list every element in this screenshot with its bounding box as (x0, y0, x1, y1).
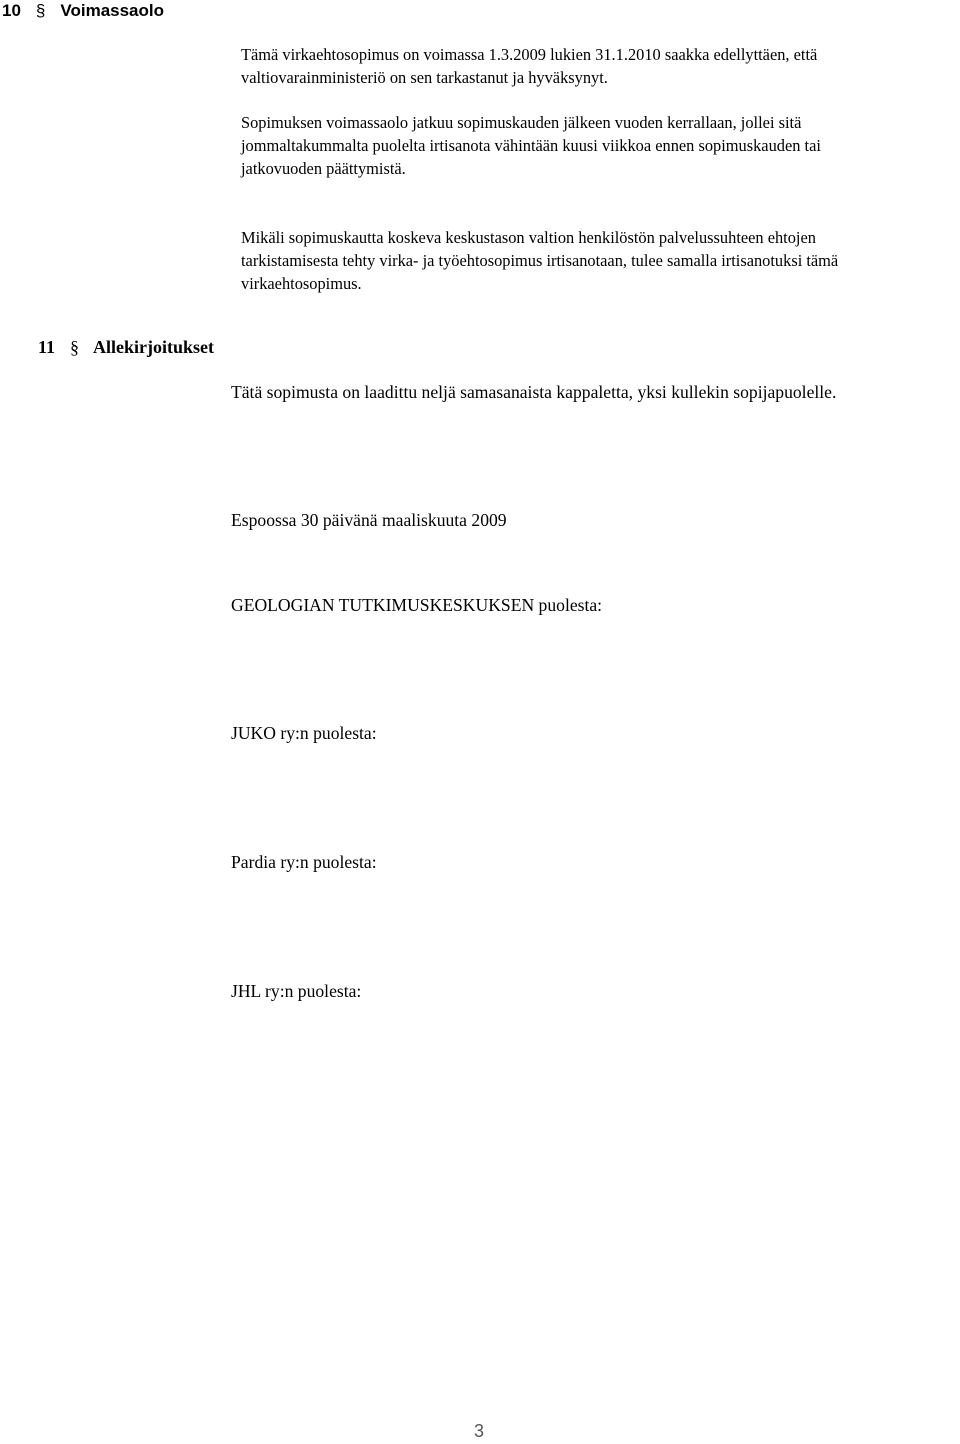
section-10-number: 10 (2, 1, 21, 20)
paragraph-line: jommaltakummalta puolelta irtisanota vähintään kuusi viikkoa ennen sopimuskauden tai (241, 136, 821, 155)
section-10-heading (2, 0, 164, 22)
section-11-text: Tätä sopimusta on laadittu neljä samasanaista kappaletta, yksi kullekin sopijapuolelle. (231, 382, 837, 402)
signature-party-gtk: GEOLOGIAN TUTKIMUSKESKUKSEN puolesta: (231, 595, 603, 615)
paragraph-line: jatkovuoden päättymistä. (241, 159, 406, 178)
paragraph-line: Sopimuksen voimassaolo jatkuu sopimuskauden jälkeen vuoden kerrallaan, jollei sitä (241, 113, 802, 132)
section-10-paragraph-3 (241, 226, 957, 295)
signature-party-jhl: JHL ry:n puolesta: (231, 981, 362, 1001)
paragraph-line: valtiovarainministeriö on sen tarkastanut ja hyväksynyt. (241, 68, 608, 87)
signing-place-date: Espoossa 30 päivänä maaliskuuta 2009 (231, 510, 507, 530)
signature-party-pardia: Pardia ry:n puolesta: (231, 852, 377, 872)
signature-party-juko: JUKO ry:n puolesta: (231, 723, 377, 743)
paragraph-line: tarkistamisesta tehty virka- ja työehtosopimus irtisanotaan, tulee samalla irtisanotuksi tämä (241, 251, 839, 270)
section-10-title: Voimassaolo (60, 1, 165, 20)
paragraph-line: virkaehtosopimus. (241, 274, 362, 293)
section-10-paragraph-1 (241, 43, 957, 89)
page-number: 3 (474, 1421, 485, 1441)
section-sign-icon: § (70, 337, 80, 357)
paragraph-line: Tämä virkaehtosopimus on voimassa 1.3.2009 lukien 31.1.2010 saakka edellyttäen, että (241, 45, 818, 64)
section-11-heading (38, 336, 214, 358)
paragraph-line: Mikäli sopimuskautta koskeva keskustason valtion henkilöstön palvelussuhteen ehtojen (241, 228, 816, 247)
section-10-paragraph-2 (241, 111, 957, 180)
section-11-title: Allekirjoitukset (93, 337, 215, 357)
section-11-number: 11 (38, 337, 56, 357)
section-sign-icon: § (35, 1, 46, 20)
